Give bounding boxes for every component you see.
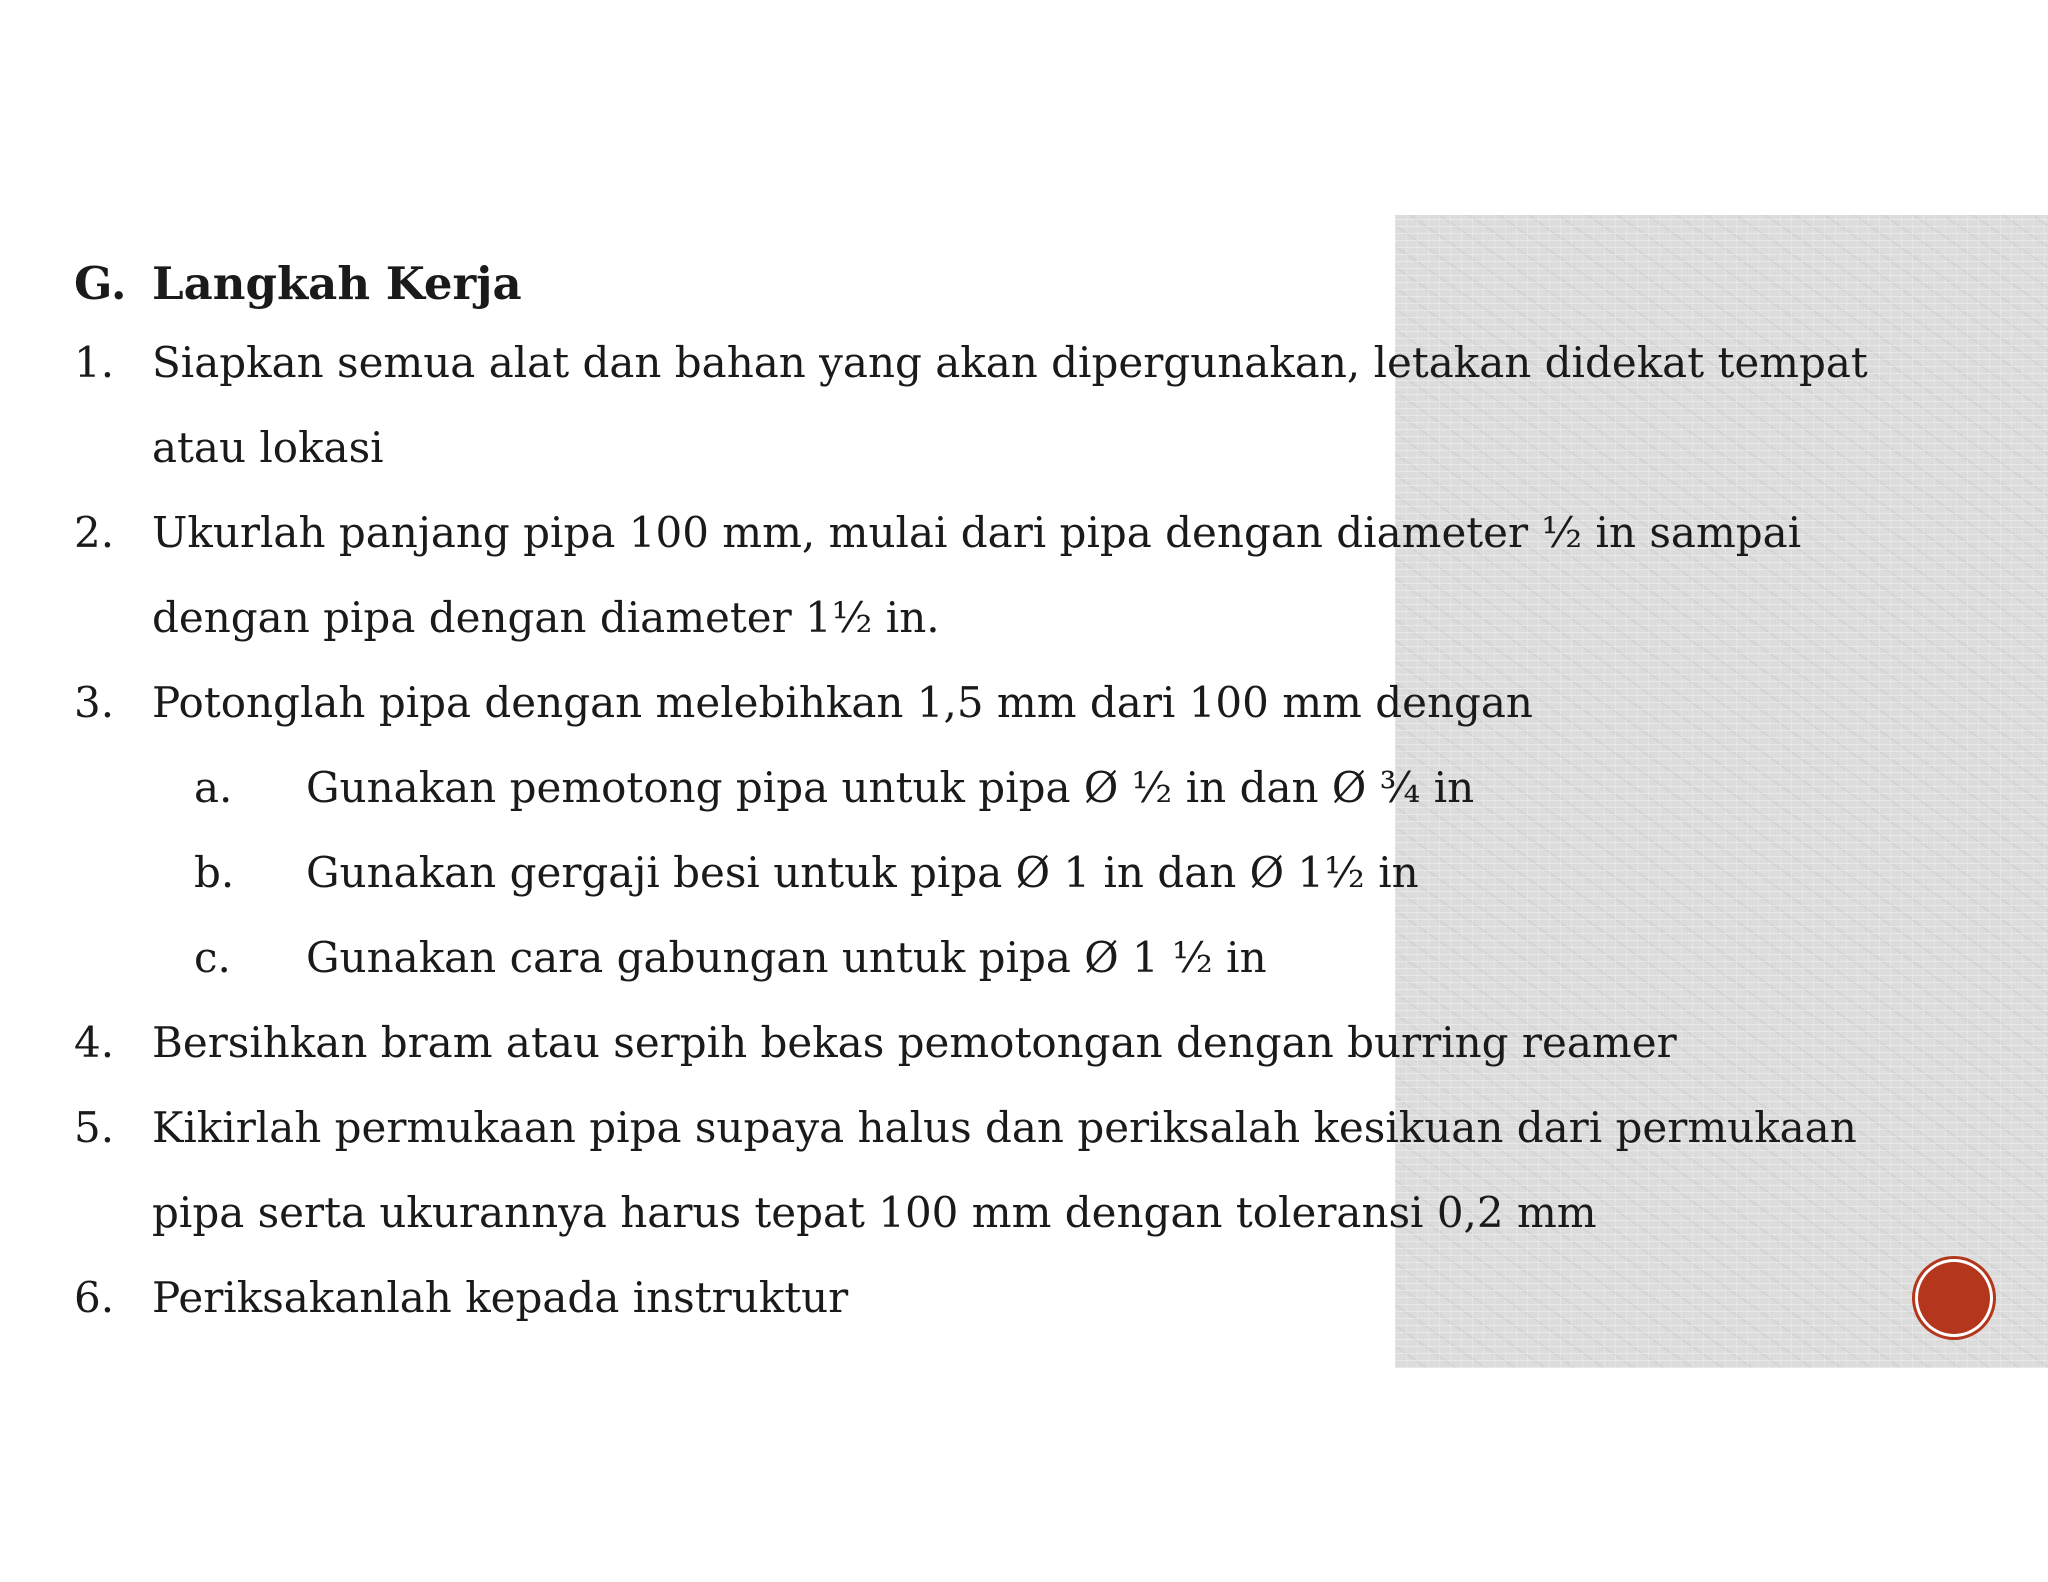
list-item-2 <box>74 490 1914 660</box>
item-text-line: pipa serta ukurannya harus tepat 100 mm dengan toleransi 0,2 mm <box>152 1188 1597 1237</box>
slide-badge-icon <box>1918 1262 1990 1334</box>
list-item-6 <box>74 1255 1914 1340</box>
item-text-line: Bersihkan bram atau serpih bekas pemotongan dengan burring reamer <box>152 1018 1677 1067</box>
sub-item-letter: b. <box>194 848 235 897</box>
item-number: 6. <box>74 1273 115 1322</box>
sub-item-text: Gunakan cara gabungan untuk pipa Ø 1 ½ in <box>306 933 1267 982</box>
heading-marker: G. <box>74 256 127 310</box>
sub-item-text: Gunakan pemotong pipa untuk pipa Ø ½ in dan Ø ¾ in <box>306 763 1475 812</box>
section-heading <box>74 248 1914 318</box>
item-number: 2. <box>74 508 115 557</box>
item-text-line: Siapkan semua alat dan bahan yang akan dipergunakan, letakan didekat tempat <box>152 338 1868 387</box>
item-number: 1. <box>74 338 115 387</box>
item-text-line: atau lokasi <box>152 423 384 472</box>
sub-item-b <box>74 830 1914 915</box>
item-text-line: Periksakanlah kepada instruktur <box>152 1273 849 1322</box>
item-number: 3. <box>74 678 115 727</box>
sub-item-text: Gunakan gergaji besi untuk pipa Ø 1 in dan Ø 1½ in <box>306 848 1419 897</box>
sub-item-c <box>74 915 1914 1000</box>
item-text-line: Kikirlah permukaan pipa supaya halus dan periksalah kesikuan dari permukaan <box>152 1103 1857 1152</box>
sub-item-a <box>74 745 1914 830</box>
item-text-line: Potonglah pipa dengan melebihkan 1,5 mm dari 100 mm dengan <box>152 678 1533 727</box>
list-item-1 <box>74 320 1914 490</box>
list-item-3 <box>74 660 1914 745</box>
heading-title: Langkah Kerja <box>152 256 522 310</box>
list-item-4 <box>74 1000 1914 1085</box>
sub-item-letter: c. <box>194 933 231 982</box>
slide-content <box>74 248 1914 1340</box>
item-text-line: dengan pipa dengan diameter 1½ in. <box>152 593 940 642</box>
list-item-5 <box>74 1085 1914 1255</box>
sub-item-letter: a. <box>194 763 233 812</box>
item-number: 5. <box>74 1103 115 1152</box>
item-number: 4. <box>74 1018 115 1067</box>
item-text-line: Ukurlah panjang pipa 100 mm, mulai dari pipa dengan diameter ½ in sampai <box>152 508 1802 557</box>
